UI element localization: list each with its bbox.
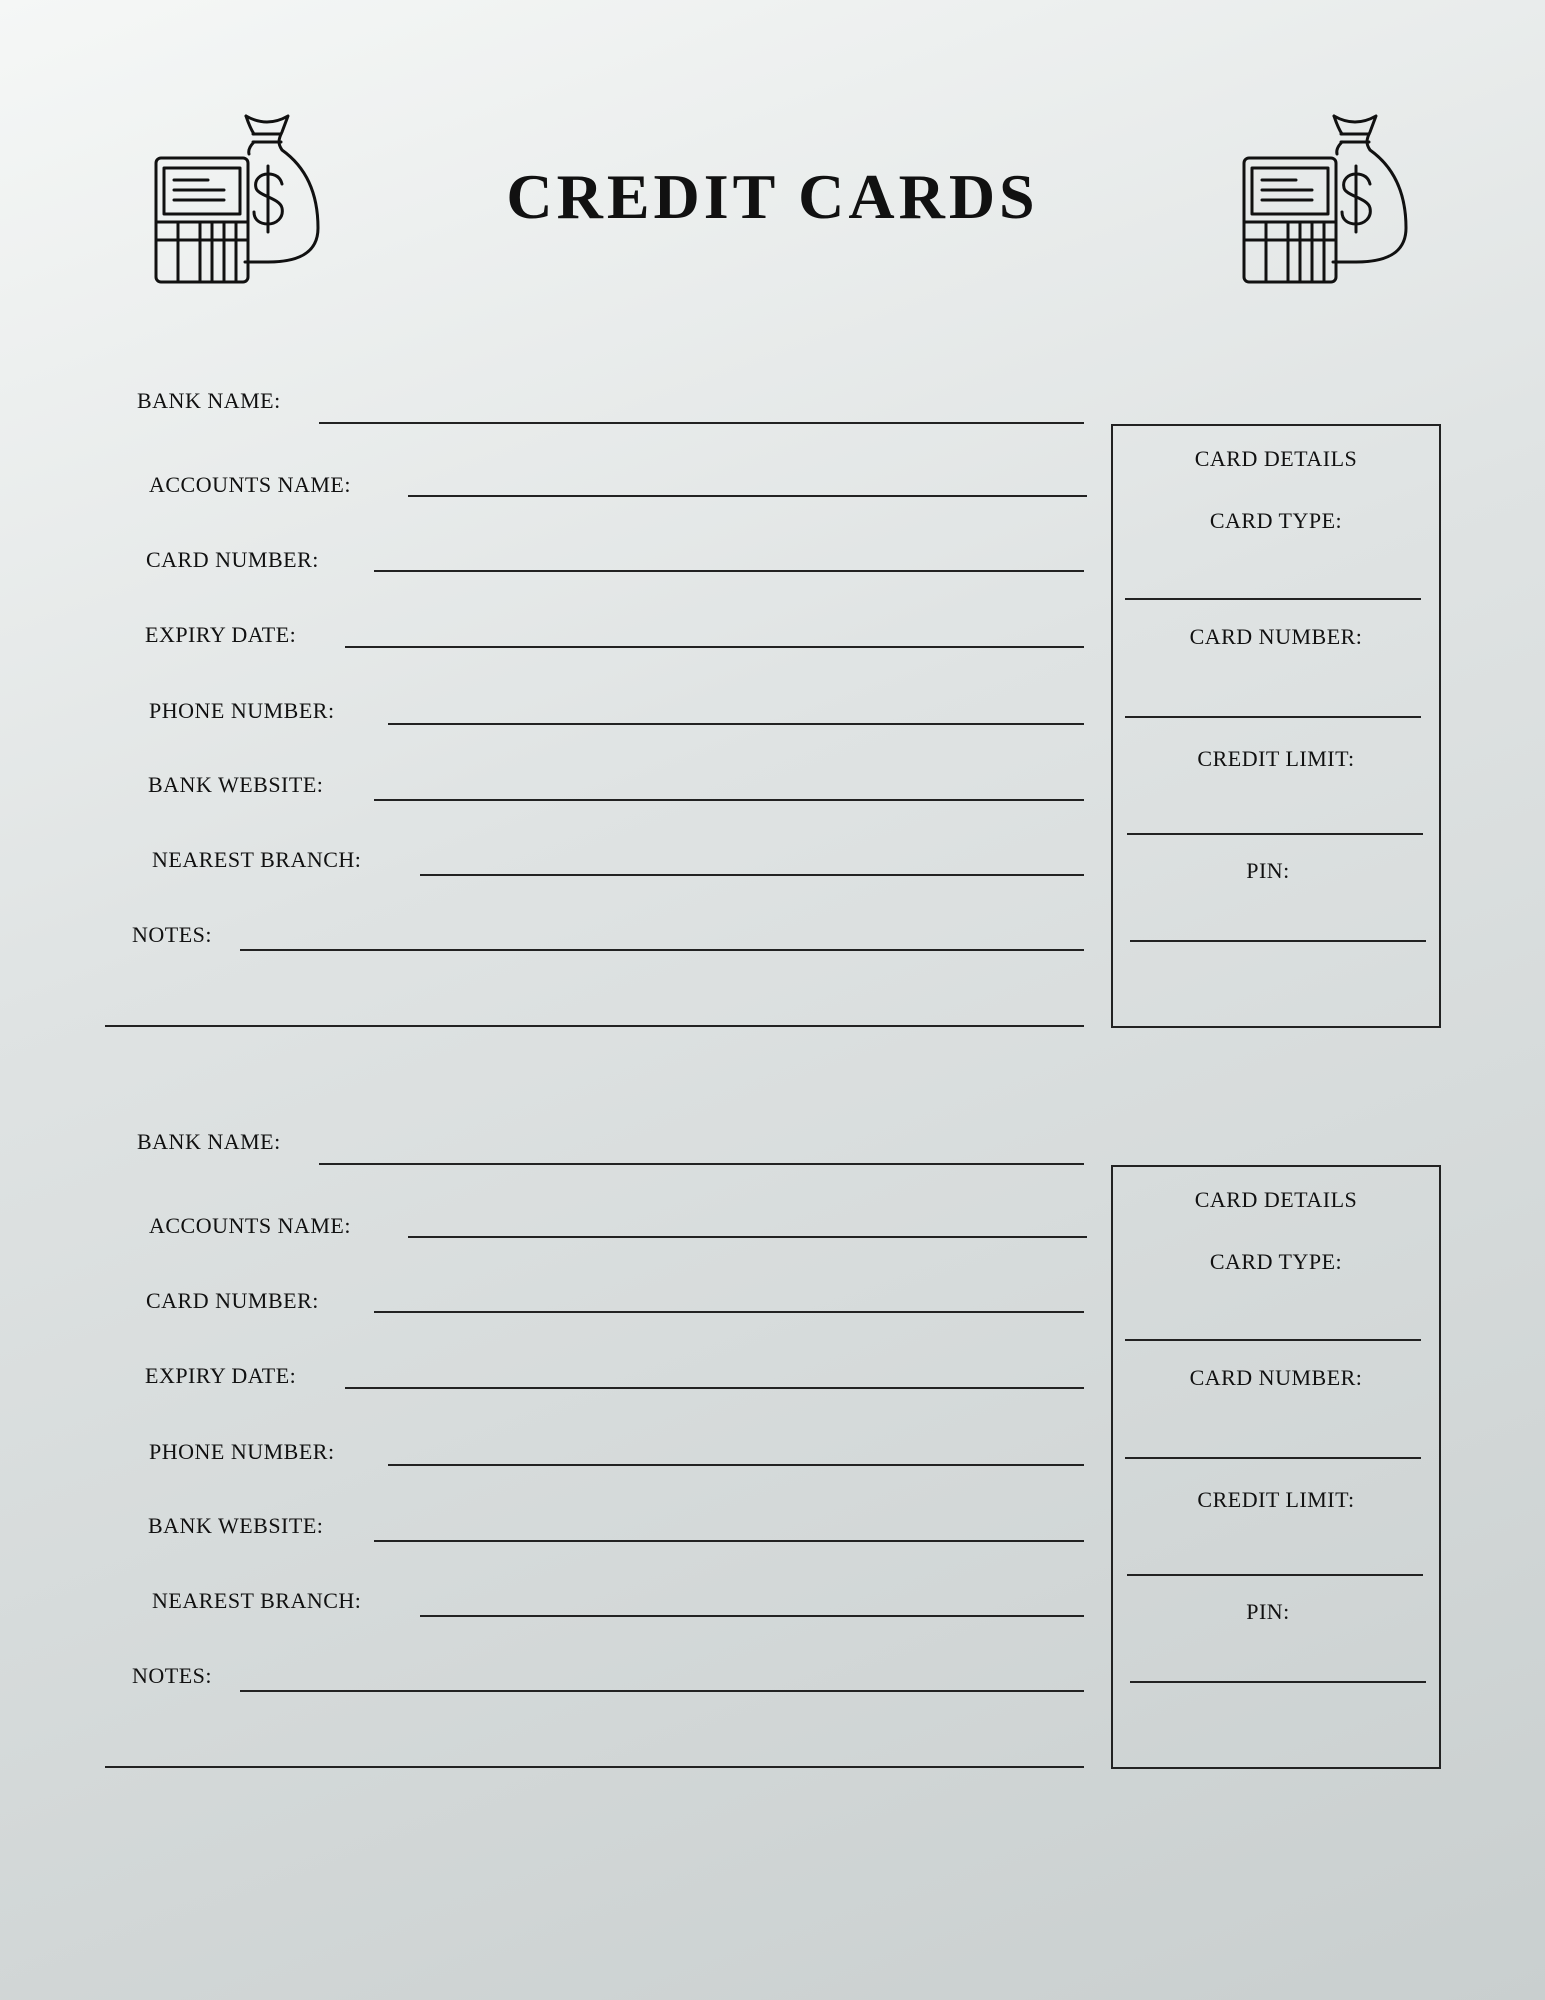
details-card-number-line[interactable] — [1125, 716, 1421, 718]
notes-line[interactable] — [240, 1690, 1084, 1692]
details-card-number-line[interactable] — [1125, 1457, 1421, 1459]
bank-name-line[interactable] — [319, 422, 1084, 424]
nearest-branch-label: NEAREST BRANCH: — [152, 847, 362, 872]
accounts-name-label: ACCOUNTS NAME: — [149, 1213, 351, 1238]
credit-card-form-1 — [0, 380, 1545, 1060]
card-type-line[interactable] — [1125, 598, 1421, 600]
credit-card-form-2 — [0, 1121, 1545, 1801]
credit-limit-label: CREDIT LIMIT: — [1197, 1487, 1355, 1512]
pin-label: PIN: — [1246, 858, 1290, 883]
phone-number-line[interactable] — [388, 723, 1084, 725]
nearest-branch-line[interactable] — [420, 1615, 1084, 1617]
pin-label: PIN: — [1246, 1599, 1290, 1624]
card-details-box — [1111, 424, 1441, 1028]
phone-number-label: PHONE NUMBER: — [149, 698, 335, 723]
notes-line[interactable] — [240, 949, 1084, 951]
expiry-date-line[interactable] — [345, 646, 1084, 648]
notes-label: NOTES: — [132, 1663, 212, 1688]
pin-line[interactable] — [1130, 940, 1426, 942]
pin-line[interactable] — [1130, 1681, 1426, 1683]
expiry-date-label: EXPIRY DATE: — [145, 622, 297, 647]
card-type-label: CARD TYPE: — [1209, 508, 1343, 533]
accounts-name-label: ACCOUNTS NAME: — [149, 472, 351, 497]
card-type-line[interactable] — [1125, 1339, 1421, 1341]
card-number-label: CARD NUMBER: — [146, 1288, 319, 1313]
credit-limit-line[interactable] — [1127, 833, 1423, 835]
details-card-number-label: CARD NUMBER: — [1189, 1365, 1363, 1390]
card-details-heading: CARD DETAILS — [1194, 1187, 1358, 1212]
phone-number-label: PHONE NUMBER: — [149, 1439, 335, 1464]
card-type-label: CARD TYPE: — [1209, 1249, 1343, 1274]
card-number-line[interactable] — [374, 570, 1084, 572]
nearest-branch-line[interactable] — [420, 874, 1084, 876]
calculator-money-bag-icon — [150, 110, 320, 290]
card-number-line[interactable] — [374, 1311, 1084, 1313]
bank-name-label: BANK NAME: — [137, 388, 281, 413]
notes-line-extra[interactable] — [105, 1025, 1084, 1027]
bank-name-line[interactable] — [319, 1163, 1084, 1165]
accounts-name-line[interactable] — [408, 1236, 1087, 1238]
card-details-heading: CARD DETAILS — [1194, 446, 1358, 471]
accounts-name-line[interactable] — [408, 495, 1087, 497]
card-number-label: CARD NUMBER: — [146, 547, 319, 572]
details-card-number-label: CARD NUMBER: — [1189, 624, 1363, 649]
nearest-branch-label: NEAREST BRANCH: — [152, 1588, 362, 1613]
page-title: CREDIT CARDS — [506, 161, 1039, 232]
credit-limit-label: CREDIT LIMIT: — [1197, 746, 1355, 771]
bank-website-line[interactable] — [374, 1540, 1084, 1542]
notes-line-extra[interactable] — [105, 1766, 1084, 1768]
credit-limit-line[interactable] — [1127, 1574, 1423, 1576]
calculator-money-bag-icon — [1238, 110, 1408, 290]
bank-website-label: BANK WEBSITE: — [148, 1513, 324, 1538]
bank-website-label: BANK WEBSITE: — [148, 772, 324, 797]
card-details-box — [1111, 1165, 1441, 1769]
expiry-date-label: EXPIRY DATE: — [145, 1363, 297, 1388]
phone-number-line[interactable] — [388, 1464, 1084, 1466]
bank-website-line[interactable] — [374, 799, 1084, 801]
bank-name-label: BANK NAME: — [137, 1129, 281, 1154]
expiry-date-line[interactable] — [345, 1387, 1084, 1389]
notes-label: NOTES: — [132, 922, 212, 947]
